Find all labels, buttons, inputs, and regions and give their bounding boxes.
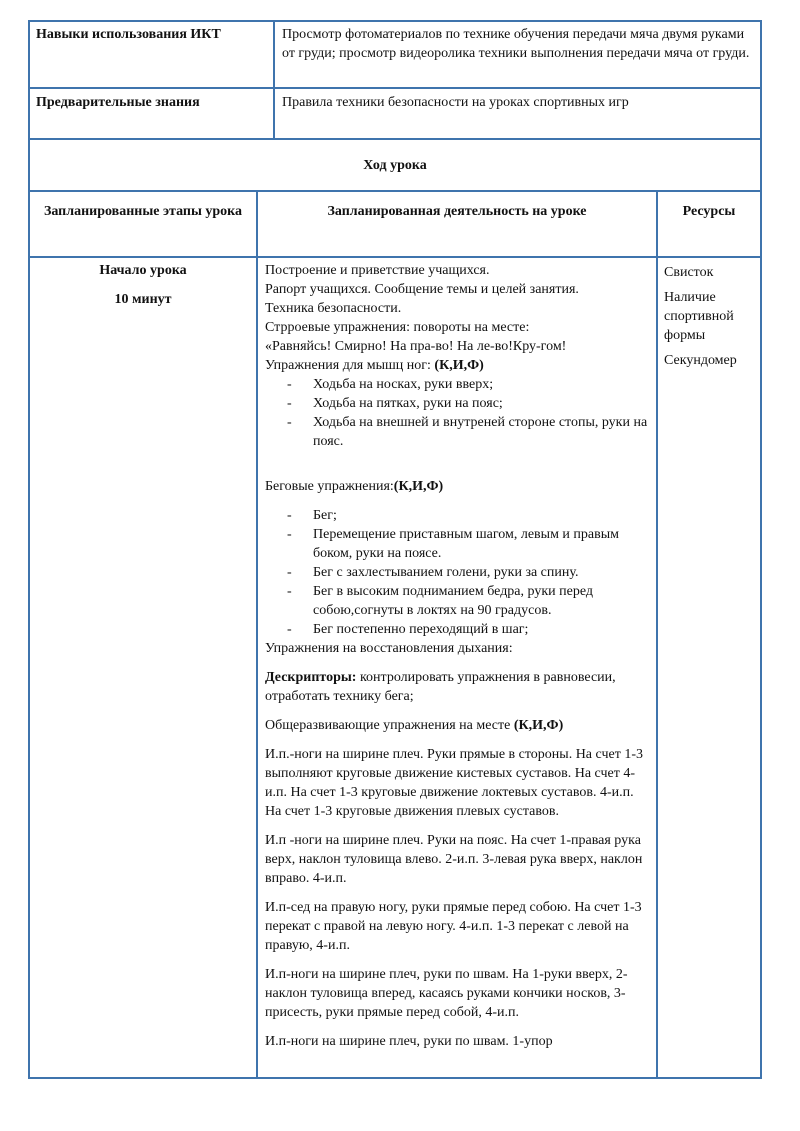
list-item: - Бег постепенно переходящий в шаг; (287, 622, 529, 637)
resource-item: Секундомер (664, 353, 737, 368)
exercise-paragraph: И.п.-ноги на ширине плеч. Руки прямые в стороны. На счет 1-3 выполняют круговые движение кистевых суставов. На счет 4-и.п. На счет 1-3 круговые движение локтевых суставов. 4-и.п. На счет 1-3 круговые движения плевых суставов. (265, 747, 643, 819)
run-heading: Беговые упражнения:(К,И,Ф) (265, 479, 444, 494)
activity-intro-line: «Равняйсь! Смирно! На пра-во! На ле-во!Кру-гом! (265, 339, 567, 354)
stage-name: Начало урока (99, 263, 187, 278)
stage-duration: 10 минут (114, 292, 172, 307)
list-item: - Бег с захлестыванием голени, руки за спину. (287, 565, 579, 580)
activity-intro-line: Стрроевые упражнения: повороты на месте: (265, 320, 530, 335)
ict-skills-value: Просмотр фотоматериалов по технике обучения передачи мяча двумя руками от груди; просмотр видеоролика техники выполнения передачи мяча от груди. (282, 27, 750, 61)
exercise-paragraph: И.п-сед на правую ногу, руки прямые перед собою. На счет 1-3 перекат с правой на левую ногу. 4-и.п. 1-3 перекат с левой на правую, 4-и.п. (265, 900, 642, 953)
activity-intro-line: Рапорт учащихся. Сообщение темы и целей занятия. (265, 282, 579, 297)
descriptors: Дескрипторы: контролировать упражнения в равновесии, отработать технику бега; (265, 670, 616, 704)
activity-intro-line: Техника безопасности. (265, 301, 402, 316)
lesson-title: Ход урока (363, 158, 427, 173)
header-stages: Запланированные этапы урока (43, 204, 243, 219)
activity-content (265, 261, 653, 1051)
exercise-paragraph: И.п-ноги на ширине плеч, руки по швам. 1-упор (265, 1034, 553, 1049)
header-activity: Запланированная деятельность на уроке (327, 204, 587, 219)
prior-knowledge-label: Предварительные знания (36, 95, 200, 110)
list-item: - Бег в высоким подниманием бедра, руки перед собою,согнуты в локтях на 90 градусов. (287, 584, 593, 618)
general-heading: Общеразвивающие упражнения на месте (К,И,Ф) (265, 718, 564, 733)
prior-knowledge-value: Правила техники безопасности на уроках спортивных игр (282, 95, 629, 110)
exercise-paragraph: И.п-ноги на ширине плеч, руки по швам. На 1-руки вверх, 2-наклон туловища вперед, касаясь руками кончики носков, 3-присесть, руки прямые перед собой, 4-и.п. (265, 967, 628, 1020)
legs-heading: Упражнения для мышц ног: (К,И,Ф) (265, 358, 484, 373)
list-item: - Перемещение приставным шагом, левым и правым боком, руки на поясе. (287, 527, 620, 561)
list-item: - Ходьба на носках, руки вверх; (287, 377, 494, 392)
ict-skills-label: Навыки использования ИКТ (36, 27, 221, 42)
list-item: - Ходьба на внешней и внутреней стороне стопы, руки на пояс. (287, 415, 648, 449)
exercise-paragraph: И.п -ноги на ширине плеч. Руки на пояс. На счет 1-правая рука верх, наклон туловища влево. 2-и.п. 3-левая рука вверх, наклон вправо. 4-и.п. (265, 833, 643, 886)
resource-item: Свисток (664, 265, 714, 280)
header-resources: Ресурсы (682, 204, 736, 219)
resources-list (664, 263, 758, 370)
resource-item: Наличие спортивной формы (664, 290, 734, 343)
list-item: - Бег; (287, 508, 337, 523)
breath-line: Упражнения на восстановления дыхания: (265, 641, 513, 656)
activity-intro-line: Построение и приветствие учащихся. (265, 263, 490, 278)
list-item: - Ходьба на пятках, руки на пояс; (287, 396, 503, 411)
